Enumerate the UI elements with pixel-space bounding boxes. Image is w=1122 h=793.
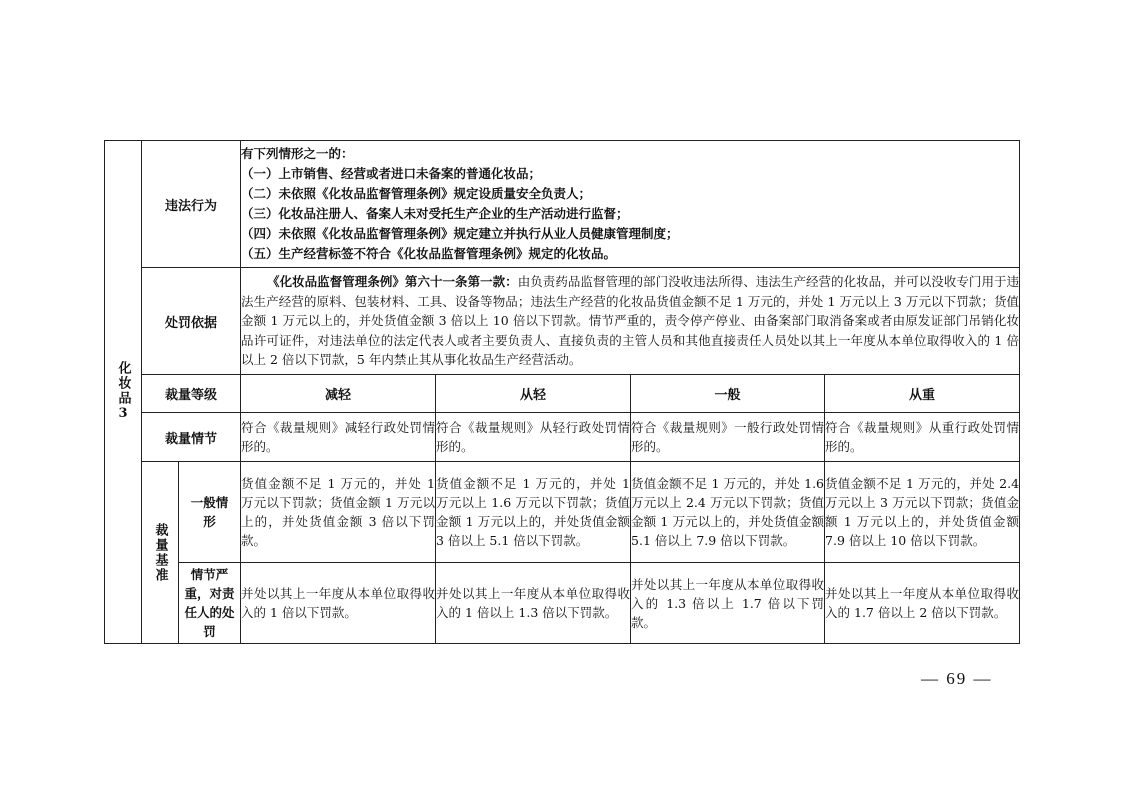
penalty-discretion-table [104,140,1020,644]
violation-line: （三）化妆品注册人、备案人未对受托生产企业的生产活动进行监督； [241,206,629,221]
grade-level-general: 一般 [631,375,825,413]
serious-cell: 并处以其上一年度从本单位取得收入的 1 倍以下罚款。 [241,563,436,644]
basis-text: 由负责药品监督管理的部门没收违法所得、违法生产经营的化妆品，并可以没收专门用于违法生产经营的原料、包装材料、工具、设备等物品；违法生产经营的化妆品货值金额不足 1 万元的，并处 1 万元以上 3 万元以下罚款；货值金额 1 万元以上的，并处货值金额 3 倍以上 10 倍以下罚款。情节严重的，责令停产停业、由备案部门取消备案或者由原发证部门吊销化妆品许可证件，对违法单位的法定代表人或者主要负责人、直接负责的主管人员和其他直接责任人员处以其上一年度从本单位取得收入的 1 倍以上 2 倍以下罚款，5 年内禁止其从事化妆品生产经营活动。 [241,274,1020,368]
benchmark-label: 裁量基准 [152,522,168,583]
benchmark-serious-row [105,563,1020,644]
circumstance-cell: 符合《裁量规则》从重行政处罚情形的。 [825,413,1020,462]
basis-content [241,268,1020,375]
violation-line: （一）上市销售、经营或者进口未备案的普通化妆品； [241,166,542,181]
serious-cell: 并处以其上一年度从本单位取得收入的 1.3 倍以上 1.7 倍以下罚款。 [631,563,825,644]
violation-row [105,141,1020,268]
serious-cell: 并处以其上一年度从本单位取得收入的 1.7 倍以上 2 倍以下罚款。 [825,563,1020,644]
benchmark-general-row [105,462,1020,563]
general-label: 一般情形 [179,462,241,563]
general-cell: 货值金额不足 1 万元的，并处 1 万元以下罚款；货值金额 1 万元以上的，并处货值金额 3 倍以下罚款。 [241,462,436,563]
violation-line: （四）未依照《化妆品监督管理条例》规定建立并执行从业人员健康管理制度； [241,226,679,241]
benchmark-label-cell [142,462,179,644]
grade-level-mitigated: 减轻 [241,375,436,413]
grade-label: 裁量等级 [142,375,241,413]
basis-row [105,268,1020,375]
general-cell: 货值金额不足 1 万元的，并处 1 万元以上 1.6 万元以下罚款；货值金额 1 万元以上的，并处货值金额 3 倍以上 5.1 倍以下罚款。 [436,462,631,563]
circumstance-label: 裁量情节 [142,413,241,462]
circumstance-cell: 符合《裁量规则》从轻行政处罚情形的。 [436,413,631,462]
circumstance-cell: 符合《裁量规则》一般行政处罚情形的。 [631,413,825,462]
circumstance-cell: 符合《裁量规则》减轻行政处罚情形的。 [241,413,436,462]
page-number: — 69 — [921,669,993,688]
general-cell: 货值金额不足 1 万元的，并处 2.4 万元以上 3 万元以下罚款；货值金额 1 万元以上的，并处货值金额 7.9 倍以上 10 倍以下罚款。 [825,462,1020,563]
violation-line: （五）生产经营标签不符合《化妆品监督管理条例》规定的化妆品。 [241,246,617,261]
violation-content [241,141,1020,268]
grade-level-lenient: 从轻 [436,375,631,413]
violation-line: 有下列情形之一的： [241,146,354,161]
grade-row [105,375,1020,413]
basis-lead: 《化妆品监督管理条例》第六十一条第一款： [267,274,518,290]
violation-line: （二）未依照《化妆品监督管理条例》规定设质量安全负责人； [241,186,592,201]
violation-label: 违法行为 [142,141,241,268]
category-cell [105,141,142,644]
basis-label: 处罚依据 [142,268,241,375]
serious-label: 情节严重，对责任人的处罚 [179,563,241,644]
serious-cell: 并处以其上一年度从本单位取得收入的 1 倍以上 1.3 倍以下罚款。 [436,563,631,644]
category-label: 化妆品3 [115,361,131,423]
general-cell: 货值金额不足 1 万元的，并处 1.6 万元以上 2.4 万元以下罚款；货值金额 1 万元以上的，并处货值金额 5.1 倍以上 7.9 倍以下罚款。 [631,462,825,563]
grade-level-severe: 从重 [825,375,1020,413]
circumstance-row [105,413,1020,462]
